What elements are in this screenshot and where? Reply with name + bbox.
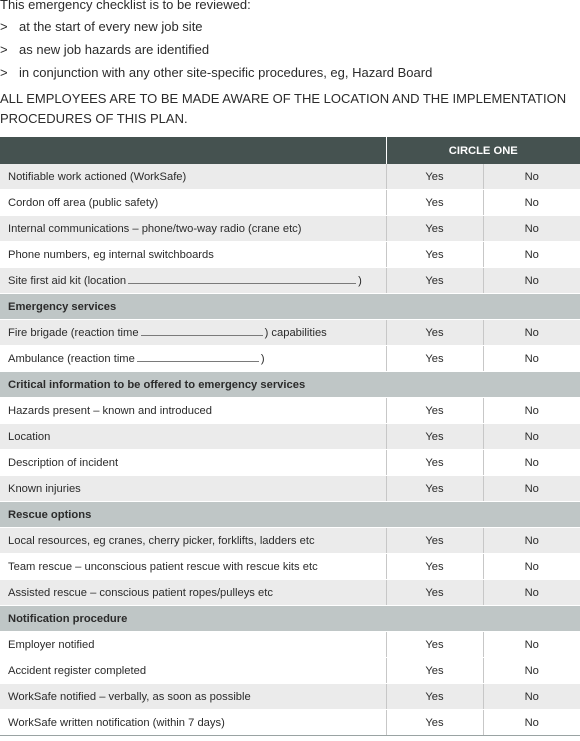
- section-title: Rescue options: [0, 502, 580, 528]
- circle-one-header: CIRCLE ONE: [386, 137, 580, 164]
- checklist-item: [0, 554, 386, 580]
- table-row: [0, 398, 580, 424]
- checklist-item-text: Internal communications – phone/two-way radio (crane etc): [8, 222, 302, 235]
- no-option[interactable]: No: [483, 554, 580, 580]
- fill-in-blank[interactable]: [141, 326, 263, 336]
- yes-option[interactable]: Yes: [386, 346, 483, 372]
- checklist-item: [0, 190, 386, 216]
- yes-option[interactable]: Yes: [386, 190, 483, 216]
- table-row: [0, 554, 580, 580]
- fill-in-blank[interactable]: [137, 352, 259, 362]
- table-row: [0, 684, 580, 710]
- checklist-item-text: Hazards present – known and introduced: [8, 404, 212, 417]
- intro: [0, 0, 580, 84]
- checklist-item: [0, 528, 386, 554]
- checklist-item: [0, 268, 386, 294]
- employee-notice: ALL EMPLOYEES ARE TO BE MADE AWARE OF THE LOCATION AND THE IMPLEMENTATION PROCEDURES OF THIS PLAN.: [0, 91, 567, 126]
- checklist-item: [0, 216, 386, 242]
- checklist-item: [0, 476, 386, 502]
- checklist-heading: This emergency checklist is to be reviewed:: [0, 0, 251, 12]
- checklist-item: [0, 658, 386, 684]
- checklist-item: [0, 242, 386, 268]
- section-title: Emergency services: [0, 294, 580, 320]
- bullet-marker: >: [0, 65, 8, 80]
- checklist-item-text: Location: [8, 430, 51, 443]
- table-row: [0, 632, 580, 658]
- checklist-item: [0, 164, 386, 190]
- bullet-text: at the start of every new job site: [19, 19, 203, 34]
- checklist-item-suffix: ): [358, 275, 362, 287]
- checklist-item-text: Cordon off area (public safety): [8, 196, 159, 209]
- bullet-text: as new job hazards are identified: [19, 42, 210, 57]
- no-option[interactable]: No: [483, 684, 580, 710]
- yes-option[interactable]: Yes: [386, 476, 483, 502]
- checklist-item-text: Notifiable work actioned (WorkSafe): [8, 170, 187, 183]
- no-option[interactable]: No: [483, 268, 580, 294]
- no-option[interactable]: No: [483, 190, 580, 216]
- checklist-item-text: Phone numbers, eg internal switchboards: [8, 248, 214, 261]
- header-blank-cell: [0, 137, 386, 164]
- section-header-row: [0, 294, 580, 320]
- section-header-row: [0, 372, 580, 398]
- checklist-item-text: Description of incident: [8, 456, 119, 469]
- checklist-item-text: Accident register completed: [8, 664, 147, 677]
- checklist-item-text: Team rescue – unconscious patient rescue with rescue kits etc: [8, 560, 318, 573]
- checklist-item-text: WorkSafe written notification (within 7 days): [8, 716, 225, 729]
- table-row: [0, 450, 580, 476]
- table-row: [0, 216, 580, 242]
- checklist-table: [0, 137, 580, 736]
- yes-option[interactable]: Yes: [386, 658, 483, 684]
- review-bullet: [0, 61, 580, 84]
- section-header-row: [0, 502, 580, 528]
- review-bullets: [0, 15, 580, 84]
- checklist-item-text: Site first aid kit (location: [8, 275, 127, 287]
- checklist-item-text: Ambulance (reaction time: [8, 353, 135, 365]
- yes-option[interactable]: Yes: [386, 528, 483, 554]
- yes-option[interactable]: Yes: [386, 424, 483, 450]
- no-option[interactable]: No: [483, 242, 580, 268]
- checklist-item-text: Employer notified: [8, 638, 95, 651]
- checklist-item-text: Known injuries: [8, 482, 81, 495]
- section-title: Critical information to be offered to emergency services: [0, 372, 580, 398]
- yes-option[interactable]: Yes: [386, 398, 483, 424]
- no-option[interactable]: No: [483, 580, 580, 606]
- checklist-item-suffix: ) capabilities: [264, 327, 327, 339]
- table-row: [0, 710, 580, 736]
- checklist-item: [0, 424, 386, 450]
- checklist-item: [0, 684, 386, 710]
- checklist-item: [0, 632, 386, 658]
- yes-option[interactable]: Yes: [386, 632, 483, 658]
- checklist-item: [0, 580, 386, 606]
- table-row: [0, 658, 580, 684]
- table-header-row: [0, 137, 580, 164]
- table-row: [0, 424, 580, 450]
- table-row: [0, 268, 580, 294]
- no-option[interactable]: No: [483, 346, 580, 372]
- no-option[interactable]: No: [483, 632, 580, 658]
- section-title: Notification procedure: [0, 606, 580, 632]
- no-option[interactable]: No: [483, 424, 580, 450]
- no-option[interactable]: No: [483, 398, 580, 424]
- no-option[interactable]: No: [483, 450, 580, 476]
- checklist-item: [0, 320, 386, 346]
- yes-option[interactable]: Yes: [386, 268, 483, 294]
- review-bullet: [0, 15, 580, 38]
- checklist-item-text: Fire brigade (reaction time: [8, 327, 139, 339]
- yes-option[interactable]: Yes: [386, 242, 483, 268]
- table-row: [0, 164, 580, 190]
- table-row: [0, 242, 580, 268]
- table-row: [0, 580, 580, 606]
- checklist-item-text: WorkSafe notified – verbally, as soon as possible: [8, 690, 251, 703]
- no-option[interactable]: No: [483, 164, 580, 190]
- table-row: [0, 320, 580, 346]
- yes-option[interactable]: Yes: [386, 710, 483, 736]
- table-row: [0, 190, 580, 216]
- yes-option[interactable]: Yes: [386, 320, 483, 346]
- table-row: [0, 476, 580, 502]
- yes-option[interactable]: Yes: [386, 684, 483, 710]
- checklist-item: [0, 398, 386, 424]
- checklist-item-suffix: ): [260, 353, 265, 365]
- no-option[interactable]: No: [483, 320, 580, 346]
- section-header-row: [0, 606, 580, 632]
- no-option[interactable]: No: [483, 216, 580, 242]
- checklist-item: [0, 346, 386, 372]
- yes-option[interactable]: Yes: [386, 554, 483, 580]
- checklist-rows: [0, 164, 580, 736]
- yes-option[interactable]: Yes: [386, 580, 483, 606]
- checklist-item-text: Local resources, eg cranes, cherry picker, forklifts, ladders etc: [8, 534, 315, 547]
- review-bullet: [0, 38, 580, 61]
- checklist-item: [0, 450, 386, 476]
- no-option[interactable]: No: [483, 710, 580, 736]
- fill-in-blank[interactable]: [128, 274, 356, 284]
- yes-option[interactable]: Yes: [386, 164, 483, 190]
- bullet-marker: >: [0, 19, 8, 34]
- yes-option[interactable]: Yes: [386, 216, 483, 242]
- table-row: [0, 346, 580, 372]
- table-row: [0, 528, 580, 554]
- no-option[interactable]: No: [483, 528, 580, 554]
- bullet-text: in conjunction with any other site-specific procedures, eg, Hazard Board: [19, 65, 433, 80]
- checklist-item-text: Assisted rescue – conscious patient ropes/pulleys etc: [8, 586, 273, 599]
- checklist-item: [0, 710, 386, 736]
- no-option[interactable]: No: [483, 658, 580, 684]
- yes-option[interactable]: Yes: [386, 450, 483, 476]
- bullet-marker: >: [0, 42, 8, 57]
- no-option[interactable]: No: [483, 476, 580, 502]
